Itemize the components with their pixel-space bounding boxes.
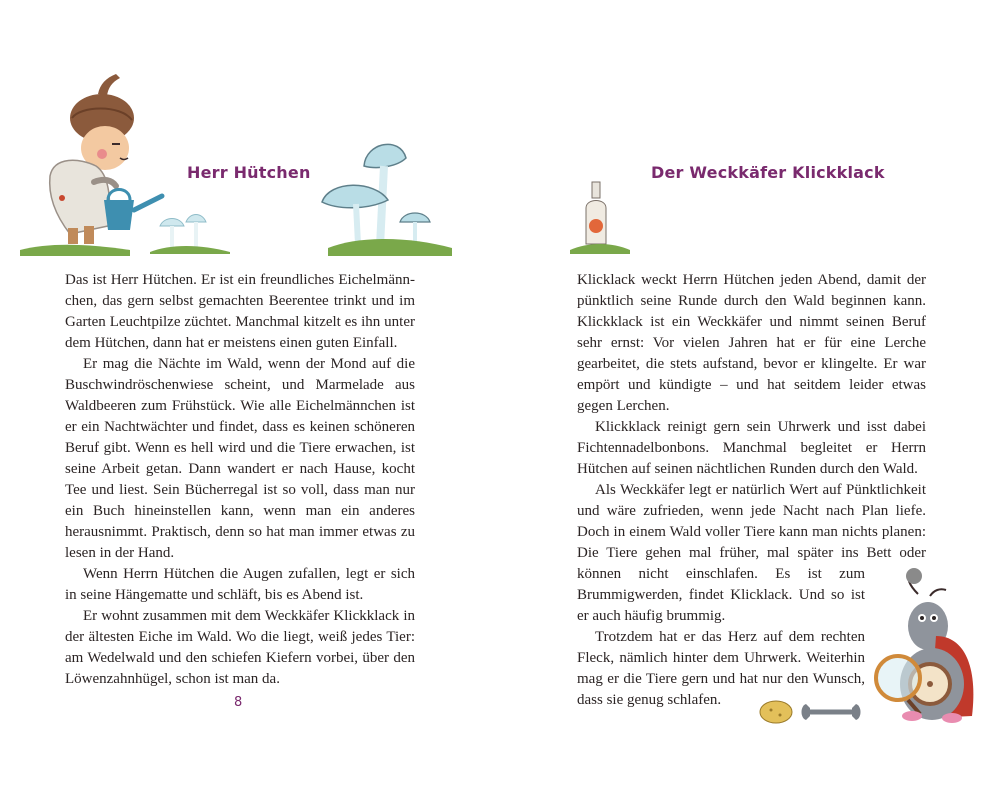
paragraph: Wenn Herrn Hütchen die Augen zufallen, legt er sich in seine Hängematte und schläft, bis es Abend ist. [65, 566, 415, 603]
acorn-man-illustration [20, 66, 170, 256]
large-mushrooms-illustration [318, 136, 453, 256]
right-page [500, 0, 1000, 800]
chapter-title: Herr Hütchen [187, 163, 311, 182]
small-mushrooms-illustration [150, 212, 230, 254]
page-number: 8 [234, 695, 243, 710]
chapter-title: Der Weckkäfer Klickklack [651, 163, 885, 182]
paragraph: Klickklack reinigt gern sein Uhrwerk und isst dabei Fichtennadelbonbons. Manchmal begleitet er Herrn Hütchen auf seinen nächtlichen Runden durch den Wald. [577, 419, 926, 477]
body-text [65, 270, 415, 690]
paragraph: Das ist Herr Hütchen. Er ist ein freundliches Eichelmännchen, das gern selbst gemachten Beerentee trinkt und im Garten Leuchtpilze züchtet. Manchmal kitzelt es ihn unter dem Hütchen, dann hat er meistens einen guten Einfall. [65, 272, 415, 351]
paragraph: Trotzdem hat er das Herz auf dem rechten Fleck, nämlich hinter dem Uhrwerk. Weiterhin mag er die Tiere gern und hat nur den Wunsch, dass sie genug schlafen. [577, 629, 865, 708]
body-text [577, 270, 927, 713]
paragraph: Klicklack weckt Herrn Hütchen jeden Abend, damit der pünktlich seine Runde durch den Wald beginnen kann. Klickklack ist ein Weckkäfer und nimmt seinen Beruf sehr ernst: Vor vielen Jahren hat er für eine Lerche gearbeitet, die stets aufstand, bevor er klingelte. Er war empört und kündigte – und hat seitdem leider etwas gegen Lerchen. [577, 272, 926, 414]
paragraph: Er mag die Nächte im Wald, wenn der Mond auf die Buschwindröschenwiese scheint, und Marmelade aus Waldbeeren zum Frühstück. Wie alle Eichelmännchen ist er ein Nachtwächter und findet, dass es keinen schöneren Beruf gibt. Wenn es hell wird und die Tiere erwachen, ist seine Arbeit getan. Dann wandert er nach Hause, kocht Tee und liest. Sein Bücherregal ist so voll, dass man nur ein Buch hineinstellen kann, wenn man ein anderes herausnimmt. Praktisch, denn so hat man immer etwas zu lesen in der Hand. [65, 356, 415, 561]
image-wrap-space [865, 583, 927, 713]
paragraph: Er wohnt zusammen mit dem Weckkäfer Klickklack in der ältesten Eiche im Wald. Wo die liegt, weiß jedes Tier: am Wedelwald und den schiefen Kiefern vorbei, über den Löwenzahnhügel, schon ist man da. [65, 608, 415, 687]
clock-bottle-illustration [568, 178, 632, 258]
paragraph: Als Weckkäfer legt er natürlich Wert auf Pünktlichkeit und wäre zufrieden, wenn jede Nacht nach Plan liefe. Doch in einem Wald voller Tiere kann man nichts planen: Die Tiere gehen mal früher, mal später ins Bett oder können nicht einschlafen. Es ist zum Brummigwerden, findet Klicklack. Und so ist er auch häufig brummig. [577, 482, 926, 624]
